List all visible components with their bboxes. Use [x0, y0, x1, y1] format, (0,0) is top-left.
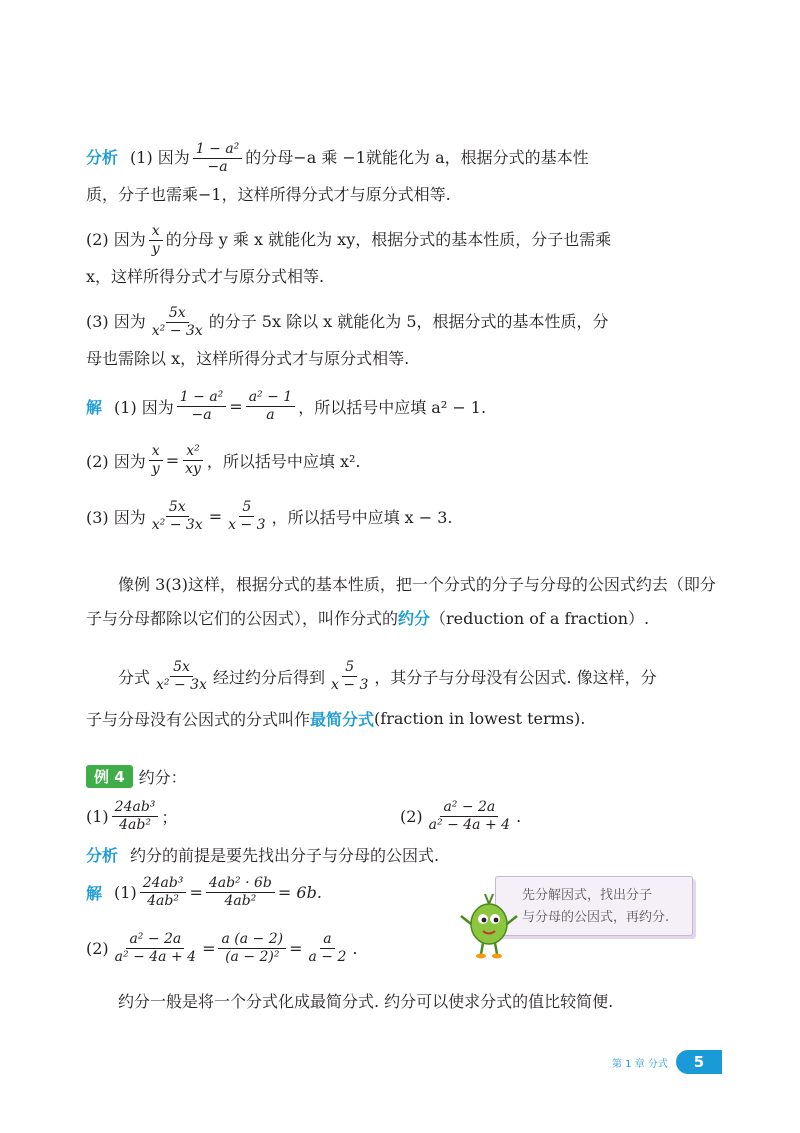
punctuation: . — [352, 938, 358, 958]
solution-1-suffix: ，所以括号中应填 a² − 1. — [298, 397, 487, 417]
term-reduction: 约分 — [398, 609, 431, 628]
page-number: 5 — [676, 1050, 722, 1074]
example-tag: 例 4 — [86, 765, 133, 788]
analysis-3-line2: 母也需除以 x，这样所得分式才与原分式相等. — [86, 349, 410, 368]
problem-label: (1) — [86, 806, 109, 826]
analysis-3-prefix: (3) 因为 — [86, 312, 146, 331]
fraction: $\frac{x}{y}$ — [149, 223, 163, 258]
analysis-4 — [86, 834, 439, 874]
paragraph-reduction — [86, 568, 716, 636]
solution-label: 解 — [86, 883, 103, 903]
analysis-2-line2: x，这样所得分式才与原分式相等. — [86, 267, 325, 286]
result: = 6b. — [277, 882, 322, 902]
fraction: $\frac{\text{24ab³}}{\text{4ab²}}$ — [112, 799, 159, 834]
analysis-1-text: 的分母−a 乘 −1就能化为 a，根据分式的基本性 — [245, 148, 589, 167]
paragraph-line2: 子与分母没有公因式的分式叫作 — [86, 709, 311, 729]
equals-sign: = — [208, 506, 223, 526]
solution-2 — [86, 440, 361, 480]
term-english: （reduction of a fraction）. — [430, 609, 650, 628]
conclusion: 约分一般是将一个分式化成最简分式. 约分可以使求分式的值比较简便. — [118, 991, 614, 1011]
equals-sign: = — [289, 938, 303, 958]
fraction: $\frac{5x}{\text{x² − 3x}}$ — [151, 304, 203, 339]
example-4-problem-2 — [400, 796, 521, 836]
analysis-2 — [86, 220, 716, 294]
example-4-problem-1 — [86, 796, 177, 836]
tip-line2: 与分母的公因式，再约分. — [522, 910, 670, 925]
fraction: $\frac{\text{a² − 2a}}{\text{a² − 4a + 4}}$ — [428, 798, 511, 833]
analysis-1 — [86, 138, 716, 212]
solution-2-prefix: (2) 因为 — [86, 451, 146, 471]
problem-label: (2) — [86, 938, 109, 958]
fraction: $\frac{a}{a - 2}$ — [308, 930, 347, 965]
analysis-label: 分析 — [86, 845, 119, 865]
solution-4-1 — [86, 872, 322, 912]
fraction: $\frac{a (a - 2)}{\text{(a − 2)²}}$ — [218, 931, 286, 966]
equals-sign: = — [229, 396, 243, 416]
page-footer — [612, 1048, 722, 1076]
fraction: $\frac{\text{24ab³}}{\text{4ab²}}$ — [140, 875, 187, 910]
solution-1 — [86, 386, 486, 426]
fraction: $\frac{\text{1 − a²}}{-a}$ — [177, 389, 227, 424]
analysis-2-prefix: (2) 因为 — [86, 230, 146, 249]
analysis-label: 分析 — [86, 148, 119, 167]
paragraph-text: 像例 3(3)这样，根据分式的基本性质，把一个分式的分子与分母的公因式约去（即分子与分母都除以它们的公因式），叫作分式的 — [86, 575, 716, 628]
fraction: $\frac{5}{x - 3}$ — [330, 658, 369, 693]
equals-sign: = — [165, 450, 180, 470]
example-title: 约分： — [138, 767, 187, 787]
paragraph-lowest-terms-line1 — [118, 656, 657, 696]
solution-3-suffix: ，所以括号中应填 x − 3. — [271, 507, 453, 527]
equals-sign: = — [189, 882, 203, 902]
solution-2-suffix: ，所以括号中应填 x². — [206, 451, 361, 471]
analysis-3 — [86, 302, 716, 376]
solution-1-prefix: (1) 因为 — [114, 397, 174, 417]
fraction: $\frac{\text{a² − 2a}}{\text{a² − 4a + 4}}$ — [114, 930, 197, 965]
fraction: $\frac{\text{a² − 1}}{a}$ — [246, 389, 296, 424]
tip-line1: 先分解因式，找出分子 — [522, 888, 653, 903]
paragraph-text: ，其分子与分母没有公因式. 像这样，分 — [374, 667, 657, 687]
fraction: $\frac{\text{4ab² · 6b}}{\text{4ab²}}$ — [206, 875, 275, 910]
equals-sign: = — [202, 938, 216, 958]
problem-label: (2) — [400, 806, 423, 826]
fraction: $\frac{\text{x²}}{xy}$ — [185, 442, 201, 477]
term-english: (fraction in lowest terms). — [374, 708, 586, 728]
solution-3-prefix: (3) 因为 — [86, 507, 146, 527]
mascot-icon — [455, 884, 525, 960]
fraction: $\frac{5x}{\text{x² − 3x}}$ — [156, 658, 207, 693]
paragraph-lowest-terms-line2 — [86, 698, 585, 738]
problem-label: (1) — [114, 882, 137, 902]
fraction: $\frac{5x}{\text{x² − 3x}}$ — [151, 498, 203, 533]
chapter-label: 第 1 章 分式 — [612, 1058, 668, 1070]
analysis-1-line2: 质，分子也需乘−1，这样所得分式才与原分式相等. — [86, 185, 451, 204]
solution-label: 解 — [86, 397, 103, 417]
solution-3 — [86, 496, 453, 536]
fraction: $\frac{5}{x - 3}$ — [228, 498, 266, 533]
paragraph-prefix: 分式 — [118, 667, 151, 687]
punctuation: ； — [161, 807, 178, 827]
punctuation: . — [516, 806, 522, 826]
analysis-1-prefix: (1) 因为 — [130, 148, 190, 167]
example-4-header — [86, 756, 187, 796]
analysis-4-text: 约分的前提是要先找出分子与分母的公因式. — [130, 845, 440, 865]
analysis-3-text: 的分子 5x 除以 x 就能化为 5，根据分式的基本性质，分 — [208, 312, 609, 331]
solution-4-2 — [86, 928, 357, 968]
paragraph-mid: 经过约分后得到 — [212, 667, 325, 687]
analysis-2-text: 的分母 y 乘 x 就能化为 xy，根据分式的基本性质，分子也需乘 — [165, 230, 612, 249]
fraction: $\frac{\text{1 − a²}}{-a}$ — [193, 141, 243, 176]
term-lowest-terms: 最简分式 — [310, 709, 375, 729]
fraction: $\frac{x}{y}$ — [149, 443, 163, 478]
